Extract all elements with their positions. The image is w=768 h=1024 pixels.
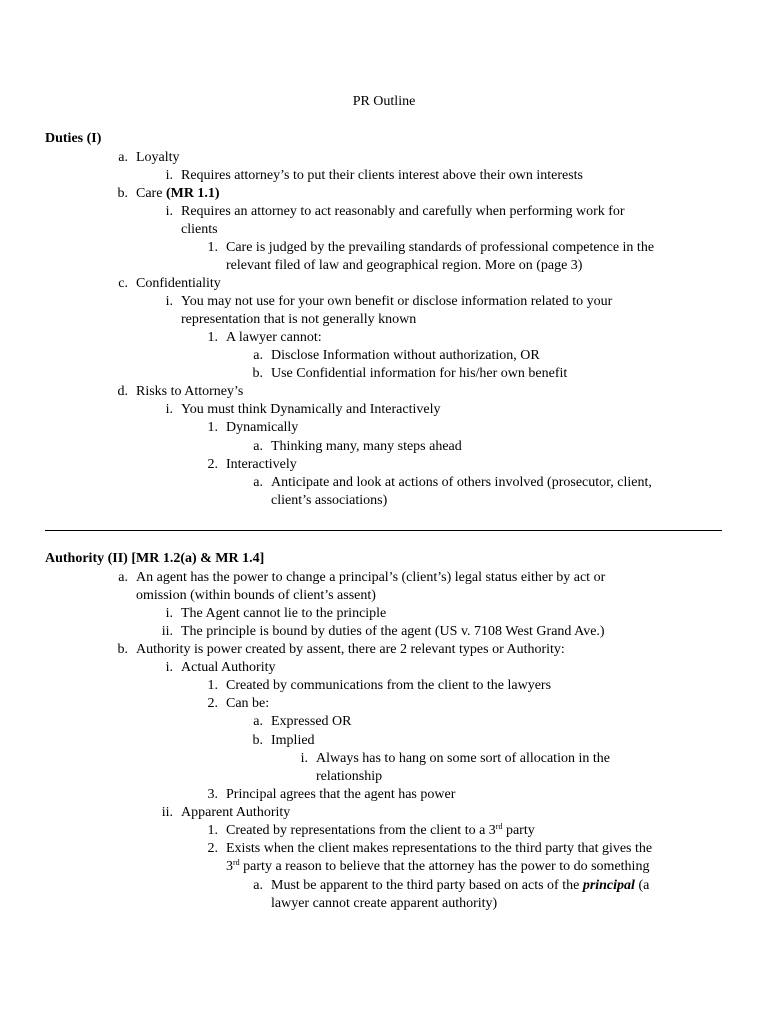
item-text: You must think Dynamically and Interactively (181, 402, 441, 417)
outline-item-implied-detail (300, 750, 610, 768)
item-text: Authority is power created by assent, there are 2 relevant types or Authority: (136, 642, 565, 657)
outline-item-dynamically-detail (253, 438, 462, 456)
outline-item-expressed (253, 713, 352, 731)
item-text: Use Confidential information for his/her own benefit (271, 366, 568, 381)
item-text: The principle is bound by duties of the agent (US v. 7108 West Grand Ave.) (181, 624, 605, 639)
outline-item-disclose (253, 347, 540, 365)
outline-item-interactively (207, 456, 297, 474)
list-marker: b. (117, 642, 128, 657)
section-divider (45, 530, 722, 531)
outline-item-apparent-principal (253, 877, 650, 895)
list-marker: c. (118, 276, 128, 291)
list-marker: b. (252, 733, 263, 748)
item-text: party (502, 823, 535, 838)
rule-reference: (MR 1.1) (165, 186, 220, 201)
item-text: Can be: (226, 696, 270, 711)
outline-item-interactively-detail-cont: client’s associations) (271, 493, 388, 508)
list-marker: i. (165, 294, 173, 309)
outline-item-care-detail (165, 203, 625, 221)
outline-item-apparent-principal-cont: lawyer cannot create apparent authority) (271, 896, 498, 911)
item-text: Requires an attorney to act reasonably and carefully when performing work for (181, 204, 625, 219)
outline-item-can-be (207, 695, 270, 713)
item-text: You may not use for your own benefit or disclose information related to your (181, 294, 613, 309)
item-text: Care is judged by the prevailing standards of professional competence in the (226, 240, 655, 255)
outline-item-interactively-detail (253, 474, 652, 492)
list-marker: b. (252, 366, 263, 381)
page-title: PR Outline (352, 94, 416, 109)
outline-item-confidentiality-detail-cont: representation that is not generally known (181, 312, 417, 327)
item-text: Dynamically (226, 420, 299, 435)
outline-item-authority-types (117, 641, 565, 659)
item-text: Actual Authority (181, 660, 276, 675)
list-marker: a. (118, 570, 128, 585)
list-marker: a. (118, 150, 128, 165)
outline-item-confidentiality-detail (165, 293, 613, 311)
outline-item-agent-power (118, 569, 606, 587)
outline-item-care-standard-cont: relevant filed of law and geographical region. More on (page 3) (226, 258, 583, 273)
list-marker: b. (117, 186, 128, 201)
list-marker: 1. (207, 240, 218, 255)
superscript: rd (495, 822, 503, 831)
list-marker: a. (253, 439, 263, 454)
item-text: Risks to Attorney’s (136, 384, 244, 399)
item-text: Apparent Authority (181, 805, 291, 820)
item-text: An agent has the power to change a principal’s (client’s) legal status either by act or (136, 570, 606, 585)
list-marker: a. (253, 348, 263, 363)
superscript: rd (233, 858, 240, 867)
outline-item-loyalty (118, 149, 180, 167)
outline-item-implied-detail-cont: relationship (316, 769, 383, 784)
item-text: Exists when the client makes representations to the third party that gives the (226, 841, 653, 856)
outline-item-care (117, 185, 220, 203)
item-text: Care (136, 186, 163, 201)
item-text: A lawyer cannot: (226, 330, 322, 345)
section-heading-duties: Duties (I) (45, 131, 102, 146)
item-text: Confidentiality (136, 276, 221, 291)
outline-item-risks-detail (165, 401, 441, 419)
item-text: (a (634, 878, 650, 893)
item-text: Must be apparent to the third party based on acts of the (271, 878, 583, 893)
outline-item-dynamically (207, 419, 299, 437)
item-text: Created by communications from the client to the lawyers (226, 678, 552, 693)
outline-item-apparent-exists (207, 840, 653, 858)
item-text: Disclose Information without authorization, OR (271, 348, 540, 363)
outline-item-use-confidential (252, 365, 568, 383)
list-marker: 1. (207, 330, 218, 345)
item-text: Anticipate and look at actions of others involved (prosecutor, client, (271, 475, 652, 490)
list-marker: ii. (161, 805, 173, 820)
list-marker: 1. (207, 678, 218, 693)
list-marker: 3. (207, 787, 218, 802)
item-text: Requires attorney’s to put their clients interest above their own interests (181, 168, 584, 183)
outline-item-care-standard (207, 239, 655, 257)
outline-item-confidentiality (118, 275, 221, 293)
outline-item-apparent-authority (161, 804, 291, 822)
item-text: Interactively (226, 457, 297, 472)
list-marker: 2. (207, 457, 218, 472)
outline-item-care-detail-cont: clients (181, 222, 218, 237)
item-text: Principal agrees that the agent has power (226, 787, 456, 802)
outline-item-risks (117, 383, 244, 401)
outline-item-apparent-exists-cont (226, 858, 649, 876)
outline-item-principal-agrees (207, 786, 456, 804)
outline-item-agent-power-cont: omission (within bounds of client’s assent) (136, 588, 376, 603)
outline-item-principle-bound (161, 623, 605, 641)
item-text: Always has to hang on some sort of allocation in the (316, 751, 610, 766)
item-text: Implied (271, 733, 315, 748)
section-heading-authority: Authority (II) [MR 1.2(a) & MR 1.4] (45, 551, 265, 566)
list-marker: i. (165, 660, 173, 675)
list-marker: 2. (207, 696, 218, 711)
item-text: Expressed OR (271, 714, 352, 729)
list-marker: d. (117, 384, 128, 399)
item-text: The Agent cannot lie to the principle (181, 606, 387, 621)
outline-item-apparent-representations (207, 822, 535, 840)
outline-item-actual-authority (165, 659, 276, 677)
outline-item-agent-lie (165, 605, 387, 623)
list-marker: a. (253, 878, 263, 893)
list-marker: i. (165, 204, 173, 219)
item-text: Loyalty (136, 150, 180, 165)
list-marker: i. (165, 402, 173, 417)
emphasis-text: principal (582, 878, 635, 893)
list-marker: 1. (207, 420, 218, 435)
list-marker: a. (253, 714, 263, 729)
outline-item-loyalty-detail (165, 167, 584, 185)
list-marker: 2. (207, 841, 218, 856)
outline-item-actual-communications (207, 677, 552, 695)
list-marker: i. (165, 606, 173, 621)
item-text: Created by representations from the client to a 3 (226, 823, 496, 838)
outline-item-lawyer-cannot (207, 329, 322, 347)
item-text: 3 (226, 859, 233, 874)
list-marker: 1. (207, 823, 218, 838)
list-marker: i. (300, 751, 308, 766)
item-text: party a reason to believe that the attorney has the power to do something (239, 859, 650, 874)
list-marker: i. (165, 168, 173, 183)
item-text: Thinking many, many steps ahead (271, 439, 462, 454)
list-marker: ii. (161, 624, 173, 639)
outline-item-implied (252, 732, 315, 750)
list-marker: a. (253, 475, 263, 490)
